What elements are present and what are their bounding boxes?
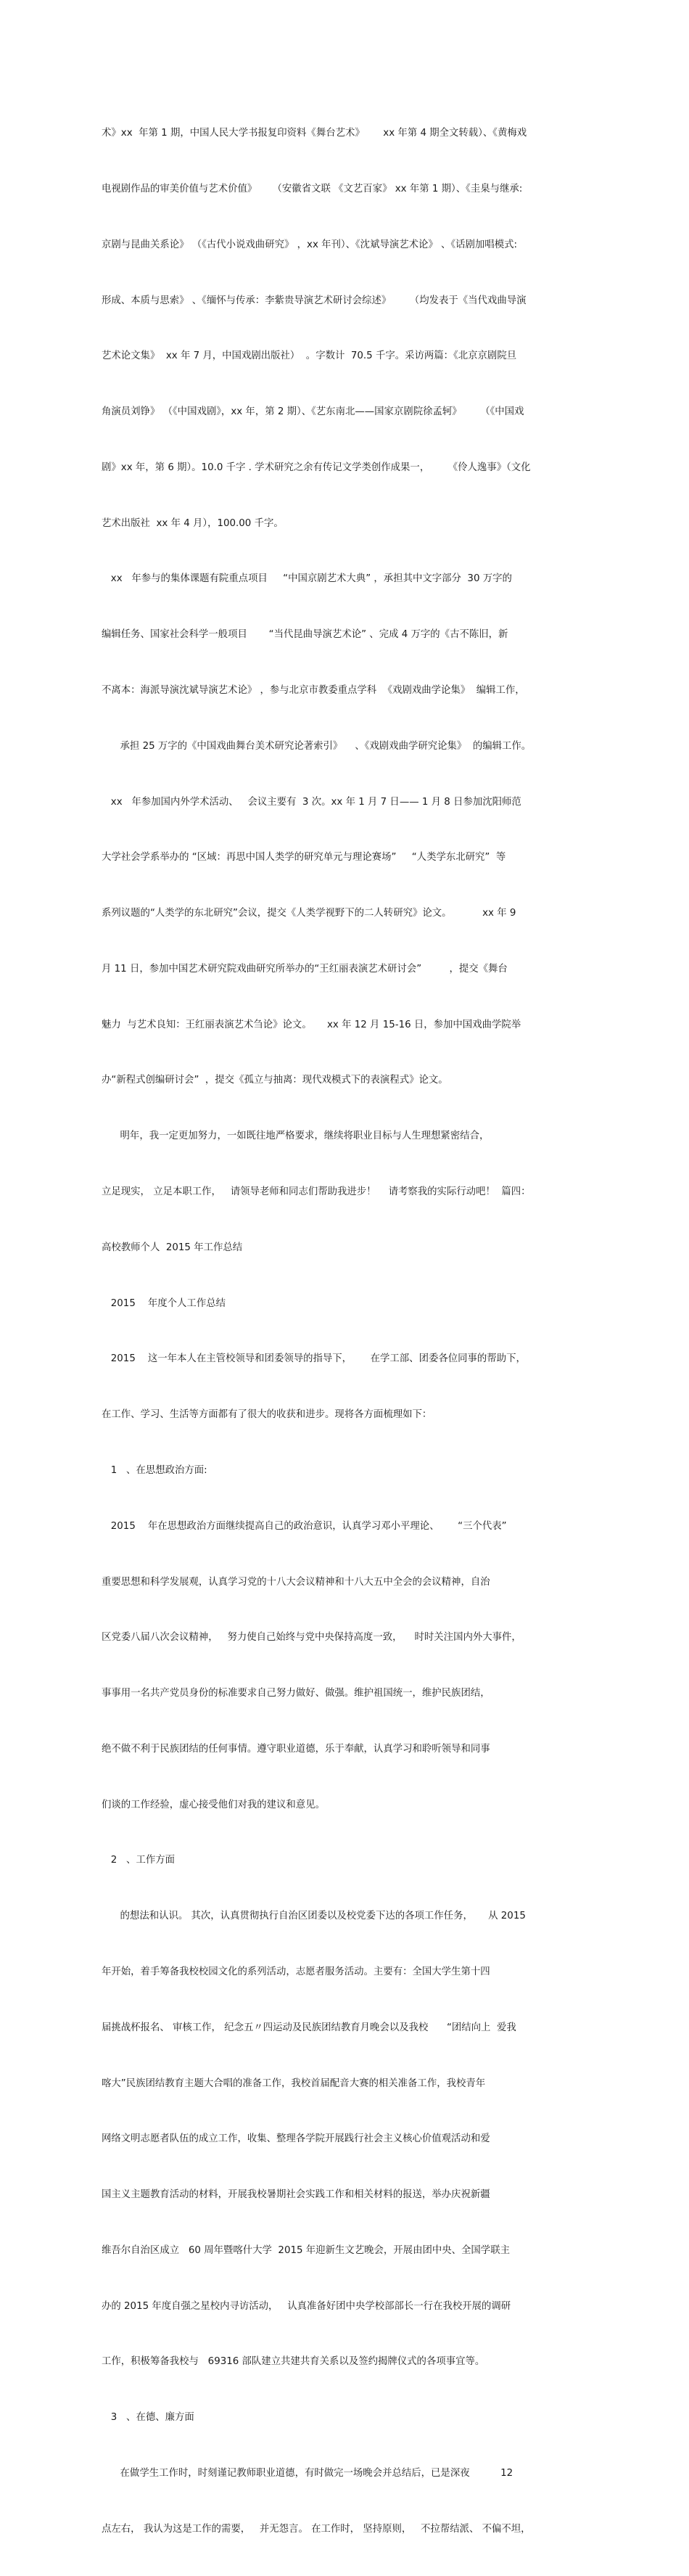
text-line: 艺术出版社 xx 年 4 月），100.00 千字。 (102, 517, 284, 529)
text-line: 2015 这一年本人在主管校领导和团委领导的指导下， 在学工部、团委各位同事的帮助下， (102, 1353, 526, 1365)
section-heading: 1 、在思想政治方面: (102, 1464, 207, 1476)
section-heading: 2 、工作方面 (102, 1855, 176, 1866)
document-body (102, 87, 587, 2576)
text-line: 在做学生工作时，时刻谨记教师职业道德，有时做完一场晚会并总结后，已是深夜 12 (102, 2468, 513, 2479)
text-line: 事事用一名共产党员身份的标准要求自己努力做好、做强。维护祖国统一，维护民族团结， (102, 1688, 490, 1699)
text-line: 国主义主题教育活动的材料，开展我校暑期社会实践工作和相关材料的报送，举办庆祝新疆 (102, 2189, 490, 2201)
text-line: 维吾尔自治区成立 60 周年暨喀什大学 2015 年迎新生文艺晚会，开展由团中央、全国学联主 (102, 2244, 510, 2256)
text-line: 年开始，着手筹备我校校园文化的系列活动，志愿者服务活动。主要有：全国大学生第十四 (102, 1966, 490, 1977)
text-line: 明年，我一定更加努力，一如既往地严格要求，继续将职业目标与人生理想紧密结合， (102, 1131, 490, 1142)
text-line: xx 年参加国内外学术活动、 会议主要有 3 次。xx 年 1 月 7 日—— 1 月 8 日参加沈阳师范 (102, 796, 521, 808)
text-line: 在工作、学习、生活等方面都有了很大的收获和进步。现将各方面梳理如下： (102, 1409, 432, 1421)
text-line: 艺术论文集》 xx 年 7 月，中国戏剧出版社） 。字数计 70.5 千字。采访两篇：《北京京剧院旦 (102, 350, 517, 362)
text-line: 电视剧作品的审美价值与艺术价值》 （安徽省文联 《文艺百家》 xx 年第 1 期）、《圭臬与继承: (102, 183, 523, 194)
section-heading: 2015 年度个人工作总结 (102, 1297, 226, 1309)
text-line: xx 年参与的集体课题有院重点项目 “中国京剧艺术大典” ，承担其中文字部分 30 万字的 (102, 573, 512, 585)
text-line: 剧》xx 年，第 6 期）。10.0 千字 . 学术研究之余有传记文学类创作成果一， 《伶人逸事》（文化 (102, 462, 531, 473)
text-line: 届挑战杯报名、 审核工作， 纪念五〃四运动及民族团结教育月晚会以及我校 “团结向上 爱我 (102, 2022, 516, 2033)
text-line: 形成、本质与思索》 、《缅怀与传承：李紫贵导演艺术研讨会综述》 （均发表于《当代戏曲导演 (102, 295, 527, 306)
text-line: 不离本：海派导演沈斌导演艺术论》 ，参与北京市教委重点学科 《戏剧戏曲学论集》 编辑工作， (102, 685, 525, 696)
text-line: 京剧与昆曲关系论》 （《古代小说戏曲研究》 ，xx 年刊）、《沈斌导演艺术论》 、《话剧加唱模式: (102, 239, 517, 250)
text-line: 网络文明志愿者队伍的成立工作，收集、整理各学院开展践行社会主义核心价值观活动和爱 (102, 2133, 490, 2145)
text-line: 的想法和认识。 其次，认真贯彻执行自治区团委以及校党委下达的各项工作任务， 从 2015 (102, 1911, 526, 1922)
section-heading: 3 、在德、廉方面 (102, 2412, 194, 2424)
text-line: 绝不做不利于民族团结的任何事情。遵守职业道德，乐于奉献，认真学习和聆听领导和同事 (102, 1743, 490, 1755)
text-line: 术》xx 年第 1 期，中国人民大学书报复印资料《舞台艺术》 xx 年第 4 期全文转载）、《黄梅戏 (102, 128, 527, 139)
text-line: 重要思想和科学发展观，认真学习党的十八大会议精神和十八大五中全会的会议精神，自治 (102, 1576, 490, 1588)
text-line: 承担 25 万字的《中国戏曲舞台美术研究论著索引》 、《戏剧戏曲学研究论集》 的编辑工作。 (102, 740, 532, 752)
text-line: 立足现实， 立足本职工作， 请领导老师和同志们帮助我进步！ 请考察我的实际行动吧！ 篇四： (102, 1186, 531, 1198)
text-line: 大学社会学系举办的 “区域：再思中国人类学的研究单元与理论赛场” “人类学东北研究” 等 (102, 852, 506, 864)
text-line: 区党委八届八次会议精神， 努力使自己始终与党中央保持高度一致， 时时关注国内外大事件， (102, 1632, 521, 1644)
text-line: 编辑任务、国家社会科学一般项目 “当代昆曲导演艺术论” 、完成 4 万字的《古不陈旧，新 (102, 629, 508, 641)
text-line: 办“新程式创编研讨会” ，提交《孤立与抽离：现代戏模式下的表演程式》论文。 (102, 1075, 448, 1086)
text-line: 办的 2015 年度自强之星校内寻访活动， 认真准备好团中央学校部部长一行在我校开展的调研 (102, 2300, 511, 2312)
text-line: 系列议题的“人类学的东北研究”会议，提交《人类学视野下的二人转研究》论文。 xx 年 9 (102, 908, 516, 919)
text-line: 喀大”民族团结教育主题大合唱的准备工作，我校首届配音大赛的相关准备工作，我校青年 (102, 2077, 486, 2089)
text-line: 点左右， 我认为这是工作的需要， 并无怨言。 在工作时， 坚持原则， 不拉帮结派、 不偏不坦， (102, 2523, 531, 2535)
text-line: 高校教师个人 2015 年工作总结 (102, 1242, 243, 1253)
text-line: 工作，积极筹备我校与 69316 部队建立共建共育关系以及签约揭牌仪式的各项事宜等。 (102, 2356, 485, 2368)
text-line: 们谈的工作经验，虚心接受他们对我的建议和意见。 (102, 1799, 325, 1810)
text-line: 角演员刘铮》 （《中国戏剧》，xx 年，第 2 期）、《艺东南北——国家京剧院徐孟轲》 （《中国戏 (102, 406, 524, 418)
text-line: 魅力 与艺术良知：王红丽表演艺术刍论》论文。 xx 年 12 月 15-16 日，参加中国戏曲学院举 (102, 1019, 521, 1030)
text-line: 月 11 日，参加中国艺术研究院戏曲研究所举办的“王红丽表演艺术研讨会” ，提交《舞台 (102, 963, 508, 975)
text-line: 2015 年在思想政治方面继续提高自己的政治意识，认真学习邓小平理论、 “三个代表” (102, 1520, 507, 1532)
